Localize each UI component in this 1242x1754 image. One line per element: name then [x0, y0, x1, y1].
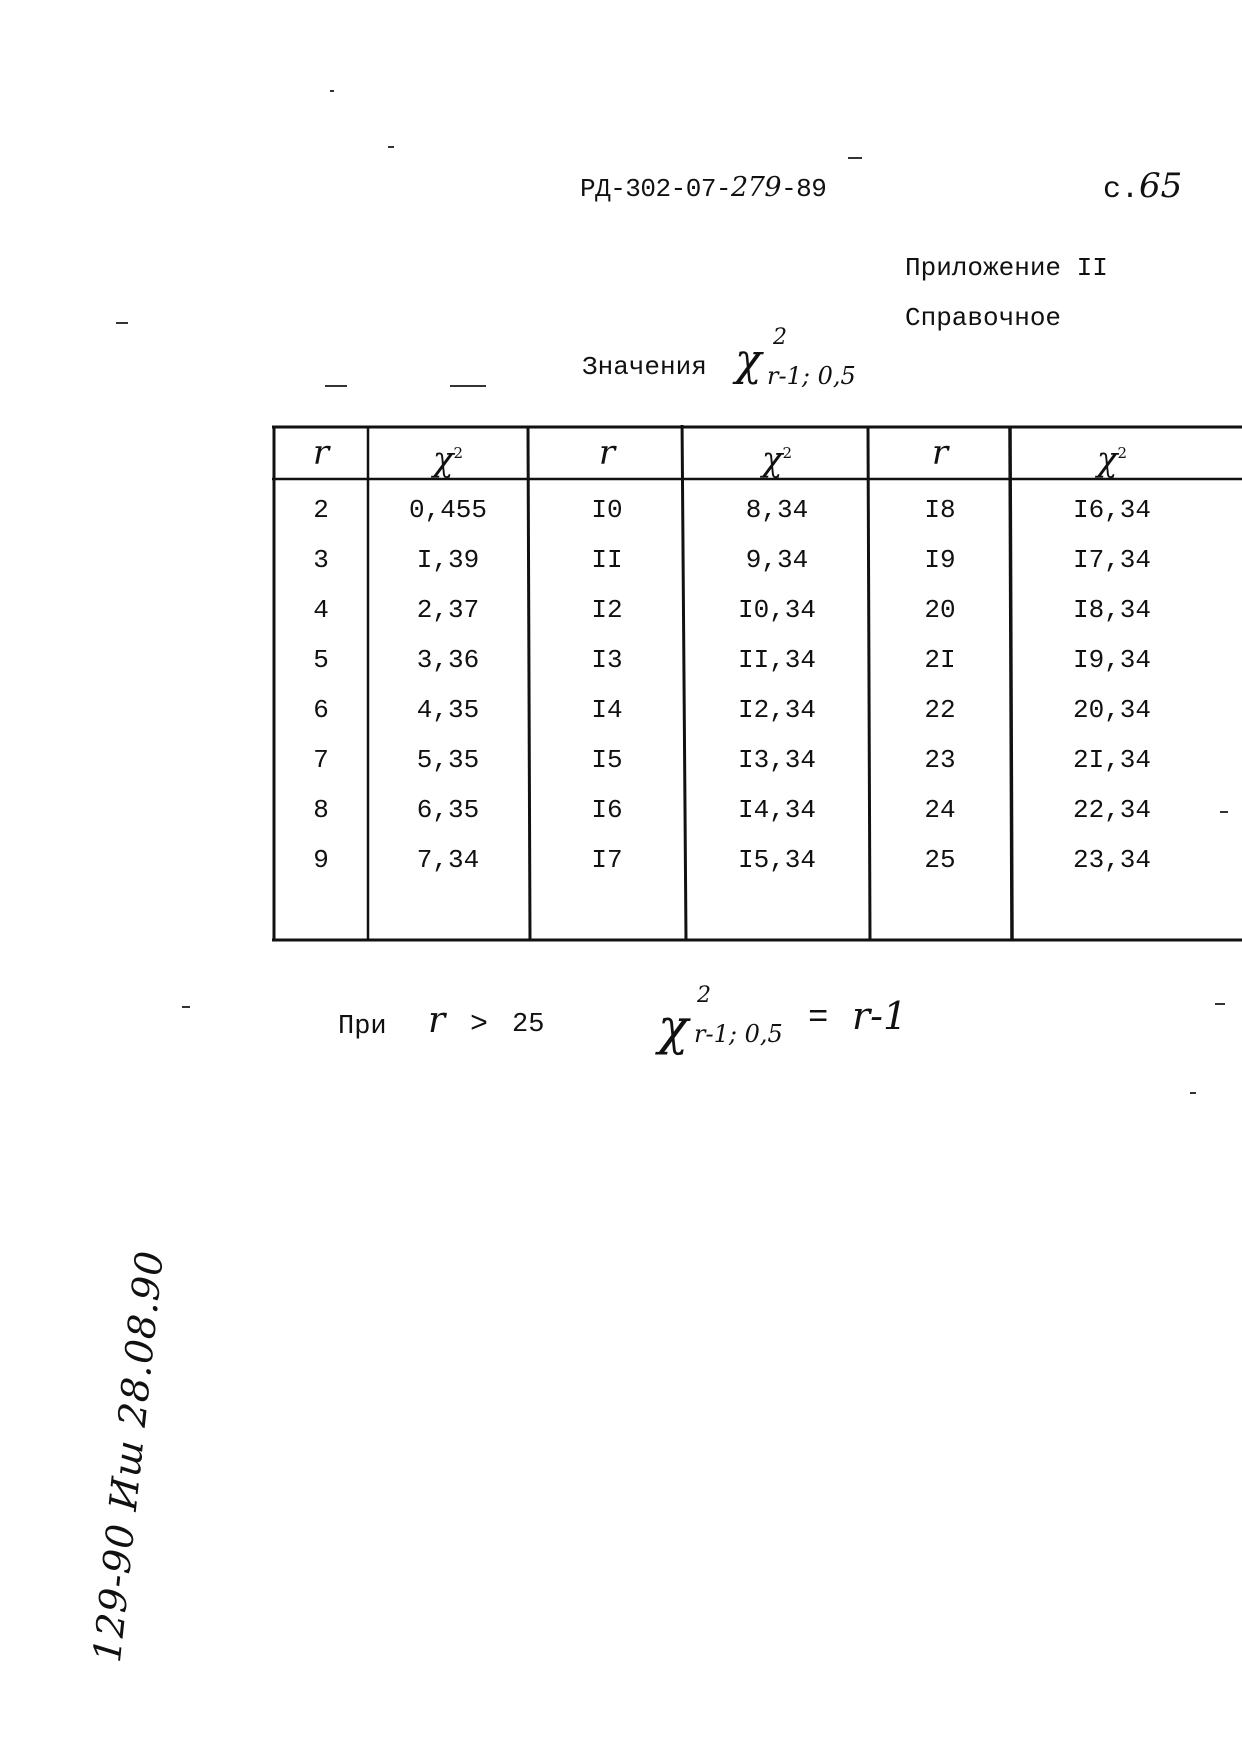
- table-caption-label: Значения: [582, 352, 707, 382]
- caption-superscript: 2: [773, 325, 787, 350]
- formula-chi-symbol: χ: [658, 998, 689, 1056]
- cell-r: I0: [591, 495, 623, 525]
- scan-speck: [450, 385, 486, 387]
- page-prefix: с.: [1103, 173, 1140, 207]
- cell-chi-square: I2,34: [737, 695, 816, 725]
- cell-r: I8: [924, 495, 956, 525]
- cell-chi-square: I7,34: [1072, 545, 1151, 575]
- cell-r: 2I: [924, 645, 956, 675]
- cell-chi-square: I4,34: [737, 795, 816, 825]
- condition-label: При: [338, 1012, 387, 1042]
- cell-r: I2: [591, 595, 623, 625]
- cell-r: 9: [313, 845, 329, 875]
- cell-r: 23: [924, 745, 956, 775]
- cell-chi-square: I,39: [416, 545, 480, 575]
- doc-code-prefix: РД-302-07-: [580, 174, 732, 204]
- cell-chi-square: 9,34: [745, 545, 809, 575]
- chi-square-table: [272, 425, 1242, 945]
- cell-r: 25: [924, 845, 956, 875]
- cell-chi-square: II,34: [737, 645, 816, 675]
- cell-r: 24: [924, 795, 956, 825]
- cell-chi-square: I9,34: [1072, 645, 1151, 675]
- cell-chi-square: I8,34: [1072, 595, 1151, 625]
- cell-r: 5: [313, 645, 329, 675]
- header-r-3: r: [931, 433, 949, 473]
- cell-r: I9: [924, 545, 956, 575]
- cell-chi-square: 3,36: [416, 645, 480, 675]
- condition-threshold: 25: [512, 1010, 545, 1040]
- cell-chi-square: I6,34: [1072, 495, 1151, 525]
- header-chi-3-symbol: χ: [1096, 439, 1118, 480]
- header-chi-1-symbol: χ: [432, 439, 454, 480]
- condition-operator: >: [470, 1008, 489, 1042]
- scan-speck: [388, 146, 394, 148]
- cell-chi-square: 6,35: [416, 795, 480, 825]
- formula-equals: =: [808, 1000, 829, 1038]
- scan-speck: [1220, 811, 1228, 813]
- header-chi-2-power: 2: [782, 444, 793, 462]
- cell-chi-square: I5,34: [737, 845, 816, 875]
- cell-r: 2: [313, 495, 329, 525]
- header-chi-2: [684, 433, 870, 480]
- document-code: [580, 172, 826, 204]
- formula-subscript: r-1; 0,5: [694, 1020, 783, 1048]
- scan-speck: [330, 90, 334, 92]
- cell-chi-square: I3,34: [737, 745, 816, 775]
- cell-r: 4: [313, 595, 329, 625]
- cell-chi-square: 20,34: [1072, 695, 1151, 725]
- caption-chi-symbol: χ: [735, 335, 762, 386]
- cell-chi-square: 2I,34: [1072, 745, 1151, 775]
- doc-code-number: 279: [731, 172, 782, 203]
- cell-r: II: [591, 545, 623, 575]
- cell-chi-square: 22,34: [1072, 795, 1151, 825]
- caption-subscript: r-1; 0,5: [767, 362, 856, 390]
- condition-variable: r: [428, 1000, 446, 1041]
- cell-chi-square: 4,35: [416, 695, 480, 725]
- cell-r: I4: [591, 695, 623, 725]
- cell-chi-square: I0,34: [737, 595, 816, 625]
- cell-chi-square: 2,37: [416, 595, 480, 625]
- scan-speck: [1215, 1003, 1225, 1005]
- scan-speck: [1190, 1092, 1196, 1094]
- header-chi-1: [368, 433, 528, 480]
- page-number: [1103, 166, 1182, 207]
- appendix-title: Приложение II: [905, 253, 1108, 283]
- cell-r: 22: [924, 695, 956, 725]
- cell-r: 7: [313, 745, 329, 775]
- cell-r: I6: [591, 795, 623, 825]
- cell-chi-square: 5,35: [416, 745, 480, 775]
- cell-chi-square: 23,34: [1072, 845, 1151, 875]
- formula-superscript: 2: [697, 983, 711, 1008]
- cell-r: I3: [591, 645, 623, 675]
- doc-code-suffix: -89: [781, 174, 827, 204]
- scan-speck: [848, 157, 862, 159]
- cell-r: 20: [924, 595, 956, 625]
- cell-chi-square: 7,34: [416, 845, 480, 875]
- cell-r: I5: [591, 745, 623, 775]
- header-chi-3-power: 2: [1117, 444, 1128, 462]
- margin-handwritten-note: 129-90 Иш 28.08.90: [85, 1248, 173, 1665]
- header-chi-1-power: 2: [453, 444, 464, 462]
- appendix-type: Справочное: [905, 303, 1062, 333]
- scan-speck: [182, 1006, 190, 1008]
- header-chi-2-symbol: χ: [761, 439, 783, 480]
- header-r-2: r: [598, 433, 616, 473]
- header-chi-3: [1012, 433, 1212, 480]
- scan-speck: [116, 322, 128, 324]
- page-number-value: 65: [1139, 166, 1183, 206]
- cell-r: 8: [313, 795, 329, 825]
- header-r-1: r: [312, 433, 330, 473]
- formula-rhs: r-1: [852, 994, 908, 1038]
- cell-r: I7: [591, 845, 623, 875]
- scan-speck: [325, 385, 347, 387]
- cell-chi-square: 8,34: [745, 495, 809, 525]
- cell-r: 6: [313, 695, 329, 725]
- cell-r: 3: [313, 545, 329, 575]
- cell-chi-square: 0,455: [408, 495, 487, 525]
